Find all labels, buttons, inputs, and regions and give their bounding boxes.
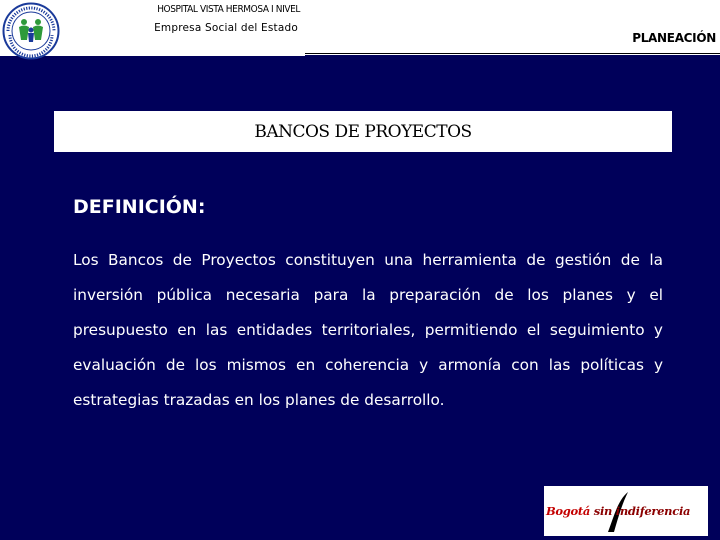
definition-body: Los Bancos de Proyectos constituyen una herramienta de gestión de la inversión pública necesaria para la preparación de los planes y el presupuesto en las entidades territoriales, permitiendo el seguimiento y evaluación de los mismos en coherencia y armonía con las políticas y estrategias trazadas en los planes de desarrollo.: [73, 251, 663, 409]
section-label: PLANEACIÓN: [632, 31, 716, 45]
hospital-name: HOSPITAL VISTA HERMOSA I NIVEL: [157, 4, 300, 15]
footer-logo-text: [546, 504, 706, 518]
definition-heading: DEFINICIÓN:: [73, 196, 206, 218]
header-right-panel: [305, 0, 720, 56]
hospital-subtitle: Empresa Social del Estado: [154, 22, 298, 34]
slide-title: BANCOS DE PROYECTOS: [254, 121, 472, 142]
bogota-logo-icon: [544, 486, 708, 536]
logo-word-sin-indiferencia: sin indiferencia: [593, 504, 691, 518]
logo-word-bogota: Bogotá: [546, 504, 591, 518]
header-divider: [305, 53, 720, 54]
slide-title-box: [54, 111, 672, 152]
hospital-seal-icon: [2, 2, 60, 60]
